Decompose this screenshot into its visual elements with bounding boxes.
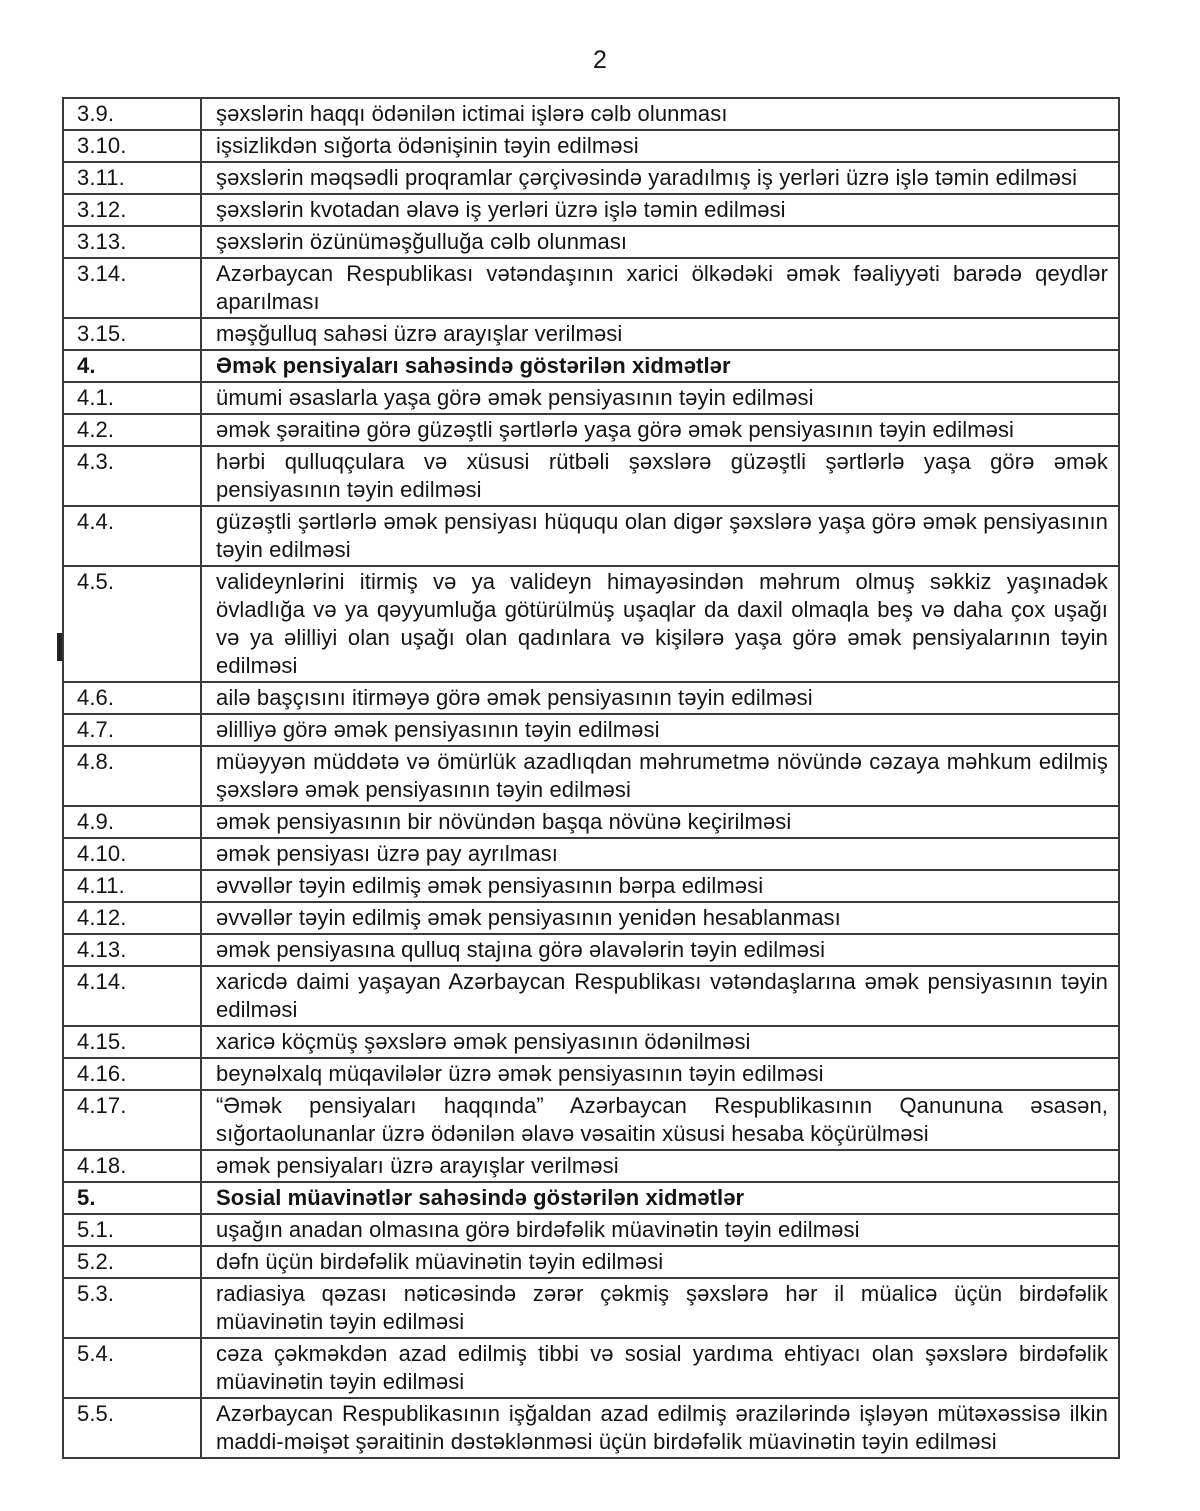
table-row — [63, 414, 1119, 446]
row-number-cell: 4.3. — [63, 446, 201, 506]
table-row — [63, 98, 1119, 130]
table-row — [63, 350, 1119, 382]
row-number-cell: 5. — [63, 1182, 201, 1214]
row-description-cell: əmək pensiyasının bir növündən başqa növünə keçirilməsi — [201, 806, 1119, 838]
table-row — [63, 1214, 1119, 1246]
row-description-cell: radiasiya qəzası nəticəsində zərər çəkmiş şəxslərə hər il müalicə üçün birdəfəlik müavinətin təyin edilməsi — [201, 1278, 1119, 1338]
row-number-cell: 3.14. — [63, 258, 201, 318]
row-description-cell: Sosial müavinətlər sahəsində göstərilən xidmətlər — [201, 1182, 1119, 1214]
row-description-cell: müəyyən müddətə və ömürlük azadlıqdan məhrumetmə növündə cəzaya məhkum edilmiş şəxslərə əmək pensiyasının təyin edilməsi — [201, 746, 1119, 806]
row-description-cell: ümumi əsaslarla yaşa görə əmək pensiyasının təyin edilməsi — [201, 382, 1119, 414]
table-row — [63, 746, 1119, 806]
row-description-cell: xaricə köçmüş şəxslərə əmək pensiyasının ödənilməsi — [201, 1026, 1119, 1058]
table-row — [63, 1246, 1119, 1278]
row-description-cell: cəza çəkməkdən azad edilmiş tibbi və sosial yardıma ehtiyacı olan şəxslərə birdəfəlik müavinətin təyin edilməsi — [201, 1338, 1119, 1398]
table-row — [63, 966, 1119, 1026]
row-description-cell: əmək şəraitinə görə güzəştli şərtlərlə yaşa görə əmək pensiyasının təyin edilməsi — [201, 414, 1119, 446]
row-description-cell: əmək pensiyaları üzrə arayışlar verilməsi — [201, 1150, 1119, 1182]
row-description-cell: məşğulluq sahəsi üzrə arayışlar verilməsi — [201, 318, 1119, 350]
table-row — [63, 318, 1119, 350]
row-description-cell: beynəlxalq müqavilələr üzrə əmək pensiyasının təyin edilməsi — [201, 1058, 1119, 1090]
row-description-cell: dəfn üçün birdəfəlik müavinətin təyin edilməsi — [201, 1246, 1119, 1278]
table-row — [63, 194, 1119, 226]
row-description-cell: hərbi qulluqçulara və xüsusi rütbəli şəxslərə güzəştli şərtlərlə yaşa görə əmək pensiyasının təyin edilməsi — [201, 446, 1119, 506]
row-description-cell: şəxslərin məqsədli proqramlar çərçivəsində yaradılmış iş yerləri üzrə işlə təmin edilməsi — [201, 162, 1119, 194]
table-row — [63, 1150, 1119, 1182]
row-number-cell: 3.9. — [63, 98, 201, 130]
row-number-cell: 3.11. — [63, 162, 201, 194]
row-description-cell: əmək pensiyası üzrə pay ayrılması — [201, 838, 1119, 870]
row-description-cell: əvvəllər təyin edilmiş əmək pensiyasının yenidən hesablanması — [201, 902, 1119, 934]
table-row — [63, 1090, 1119, 1150]
table-row — [63, 162, 1119, 194]
row-number-cell: 5.2. — [63, 1246, 201, 1278]
row-description-cell: əmək pensiyasına qulluq stajına görə əlavələrin təyin edilməsi — [201, 934, 1119, 966]
table-row — [63, 902, 1119, 934]
row-number-cell: 3.12. — [63, 194, 201, 226]
row-number-cell: 3.10. — [63, 130, 201, 162]
margin-change-bar — [57, 633, 62, 661]
row-description-cell: işsizlikdən sığorta ödənişinin təyin edilməsi — [201, 130, 1119, 162]
row-number-cell: 4.11. — [63, 870, 201, 902]
table-row — [63, 714, 1119, 746]
row-number-cell: 4.5. — [63, 566, 201, 682]
table-row — [63, 506, 1119, 566]
row-description-cell: valideynlərini itirmiş və ya valideyn himayəsindən məhrum olmuş səkkiz yaşınadək övladlığa və ya qəyyumluğa götürülmüş uşaqlar da daxil olmaqla beş və daha çox uşağı və ya əlilliyi olan uşağı olan qadınlara və kişilərə yaşa görə əmək pensiyalarının təyin edilməsi — [201, 566, 1119, 682]
page-number: 2 — [593, 46, 607, 74]
row-number-cell: 4.16. — [63, 1058, 201, 1090]
row-number-cell: 5.1. — [63, 1214, 201, 1246]
row-number-cell: 3.15. — [63, 318, 201, 350]
row-number-cell: 5.4. — [63, 1338, 201, 1398]
row-number-cell: 4. — [63, 350, 201, 382]
row-description-cell: Əmək pensiyaları sahəsində göstərilən xidmətlər — [201, 350, 1119, 382]
row-description-cell: şəxslərin kvotadan əlavə iş yerləri üzrə işlə təmin edilməsi — [201, 194, 1119, 226]
table-row — [63, 566, 1119, 682]
row-description-cell: şəxslərin özünüməşğulluğa cəlb olunması — [201, 226, 1119, 258]
row-number-cell: 4.17. — [63, 1090, 201, 1150]
table-row — [63, 258, 1119, 318]
table-row — [63, 130, 1119, 162]
row-number-cell: 4.6. — [63, 682, 201, 714]
row-number-cell: 4.4. — [63, 506, 201, 566]
row-description-cell: əlilliyə görə əmək pensiyasının təyin edilməsi — [201, 714, 1119, 746]
row-number-cell: 4.2. — [63, 414, 201, 446]
row-number-cell: 4.14. — [63, 966, 201, 1026]
table-row — [63, 1058, 1119, 1090]
table-row — [63, 838, 1119, 870]
table-row — [63, 1338, 1119, 1398]
table-row — [63, 1398, 1119, 1458]
row-description-cell: uşağın anadan olmasına görə birdəfəlik müavinətin təyin edilməsi — [201, 1214, 1119, 1246]
row-number-cell: 4.13. — [63, 934, 201, 966]
table-row — [63, 934, 1119, 966]
row-description-cell: əvvəllər təyin edilmiş əmək pensiyasının bərpa edilməsi — [201, 870, 1119, 902]
row-number-cell: 4.15. — [63, 1026, 201, 1058]
row-number-cell: 4.8. — [63, 746, 201, 806]
row-description-cell: xaricdə daimi yaşayan Azərbaycan Respublikası vətəndaşlarına əmək pensiyasının təyin edilməsi — [201, 966, 1119, 1026]
row-description-cell: güzəştli şərtlərlə əmək pensiyası hüququ olan digər şəxslərə yaşa görə əmək pensiyasının təyin edilməsi — [201, 506, 1119, 566]
row-description-cell: ailə başçısını itirməyə görə əmək pensiyasının təyin edilməsi — [201, 682, 1119, 714]
row-description-cell: Azərbaycan Respublikası vətəndaşının xarici ölkədəki əmək fəaliyyəti barədə qeydlər aparılması — [201, 258, 1119, 318]
table-row — [63, 1278, 1119, 1338]
row-number-cell: 4.1. — [63, 382, 201, 414]
table-row — [63, 226, 1119, 258]
row-description-cell: şəxslərin haqqı ödənilən ictimai işlərə cəlb olunması — [201, 98, 1119, 130]
table-row — [63, 446, 1119, 506]
services-table — [62, 97, 1120, 1459]
row-number-cell: 4.10. — [63, 838, 201, 870]
row-number-cell: 5.5. — [63, 1398, 201, 1458]
row-number-cell: 4.7. — [63, 714, 201, 746]
row-description-cell: Azərbaycan Respublikasının işğaldan azad edilmiş ərazilərində işləyən mütəxəssisə ilkin maddi-məişət şəraitinin dəstəklənməsi üçün birdəfəlik müavinətin təyin edilməsi — [201, 1398, 1119, 1458]
row-number-cell: 4.9. — [63, 806, 201, 838]
row-number-cell: 3.13. — [63, 226, 201, 258]
table-row — [63, 1026, 1119, 1058]
table-row — [63, 806, 1119, 838]
table-row — [63, 682, 1119, 714]
table-row — [63, 1182, 1119, 1214]
row-number-cell: 4.18. — [63, 1150, 201, 1182]
row-number-cell: 5.3. — [63, 1278, 201, 1338]
table-row — [63, 870, 1119, 902]
table-row — [63, 382, 1119, 414]
row-number-cell: 4.12. — [63, 902, 201, 934]
row-description-cell: “Əmək pensiyaları haqqında” Azərbaycan Respublikasının Qanununa əsasən, sığortaolunanlar üzrə ödənilən əlavə vəsaitin xüsusi hesaba köçürülməsi — [201, 1090, 1119, 1150]
